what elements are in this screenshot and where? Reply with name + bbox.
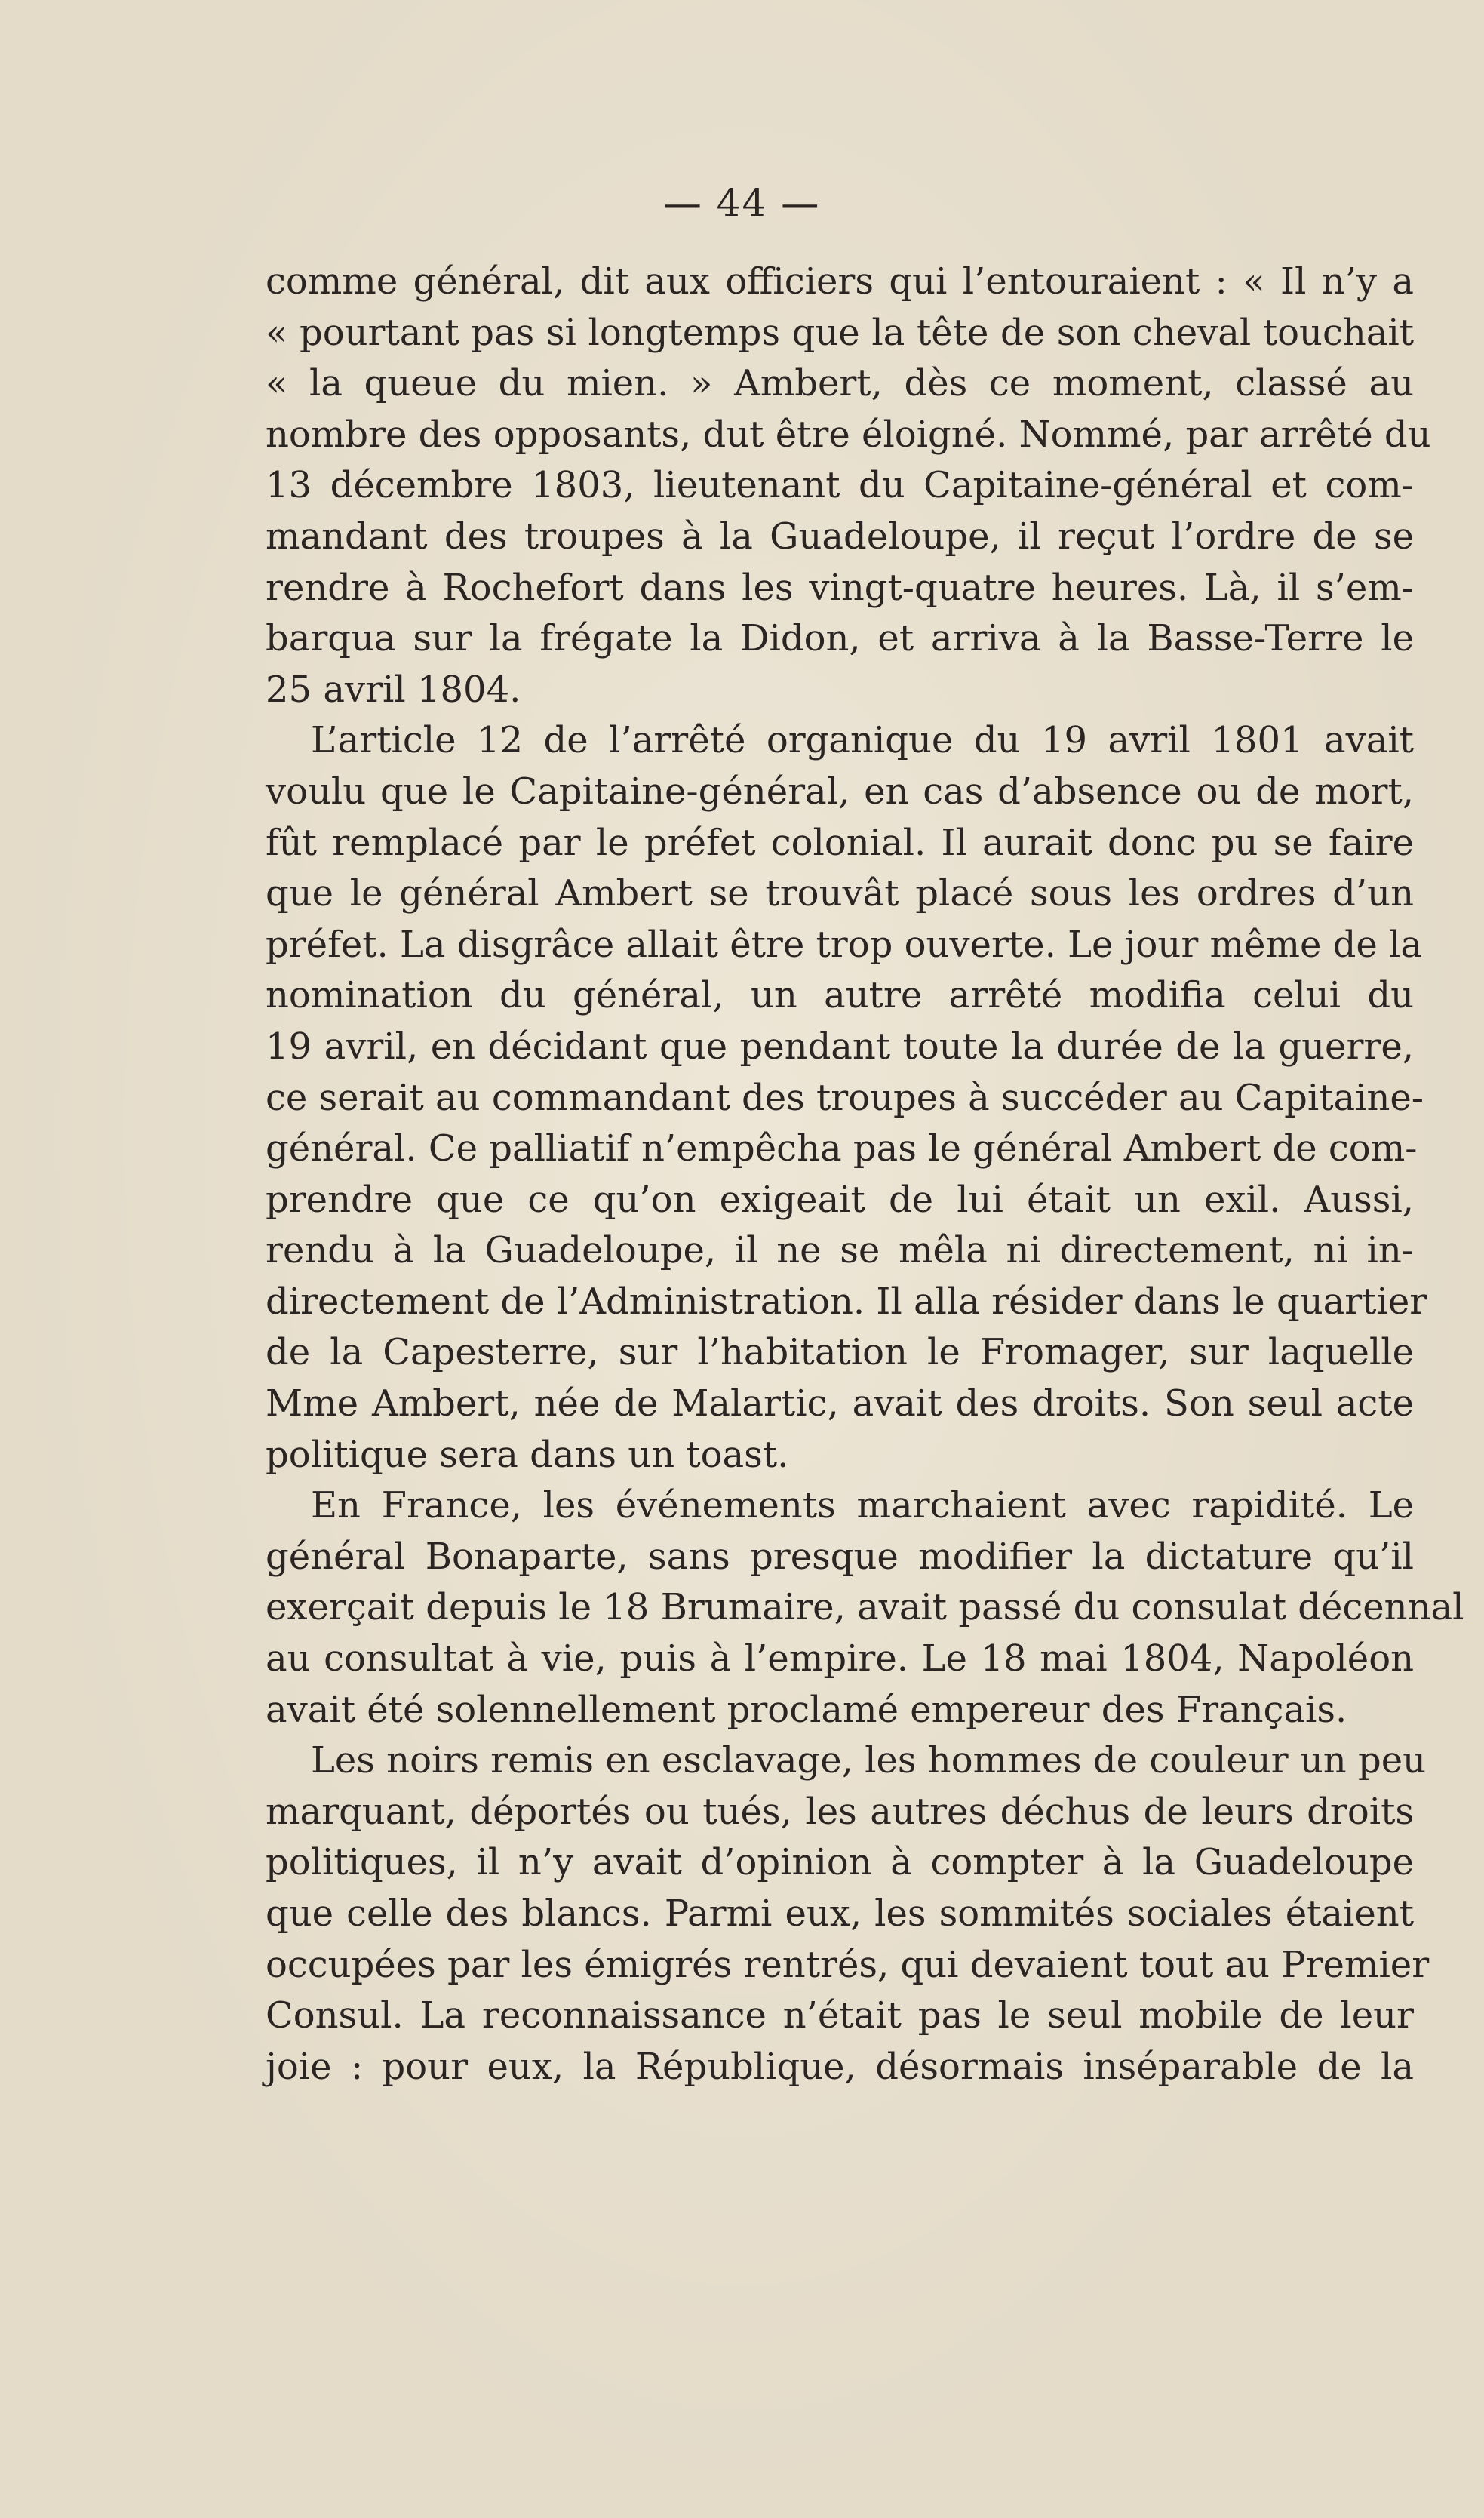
text-line: 13 décembre 1803, lieutenant du Capitaine-général et com- (266, 464, 1414, 507)
text-line: barqua sur la frégate la Didon, et arriva à la Basse-Terre le (266, 617, 1414, 660)
text-line: Les noirs remis en esclavage, les hommes de couleur un peu (311, 1739, 1427, 1782)
text-line: nombre des opposants, dut être éloigné. Nommé, par arrêté du (266, 413, 1431, 456)
text-line: « pourtant pas si longtemps que la tête de son cheval touchait (266, 311, 1414, 354)
text-line: L’article 12 de l’arrêté organique du 19 avril 1801 avait (311, 719, 1414, 762)
text-line: général. Ce palliatif n’empêcha pas le général Ambert de com- (266, 1127, 1418, 1170)
text-line: Mme Ambert, née de Malartic, avait des droits. Son seul acte (266, 1382, 1414, 1425)
text-line: général Bonaparte, sans presque modifier la dictature qu’il (266, 1535, 1414, 1578)
text-line: exerçait depuis le 18 Brumaire, avait passé du consulat décennal (266, 1586, 1464, 1629)
text-line: En France, les événements marchaient avec rapidité. Le (311, 1484, 1414, 1527)
text-line: rendre à Rochefort dans les vingt-quatre heures. Là, il s’em- (266, 566, 1414, 609)
text-line: que celle des blancs. Parmi eux, les sommités sociales étaient (266, 1892, 1414, 1935)
page-number: — 44 — (663, 181, 821, 225)
body-text (266, 257, 1464, 2092)
text-line: politique sera dans un toast. (266, 1433, 789, 1476)
text-line: ce serait au commandant des troupes à succéder au Capitaine- (266, 1076, 1424, 1119)
text-line: avait été solennellement proclamé empereur des Français. (266, 1688, 1347, 1731)
text-line: au consultat à vie, puis à l’empire. Le 18 mai 1804, Napoléon (266, 1637, 1414, 1680)
text-line: joie : pour eux, la République, désormais inséparable de la (266, 2045, 1414, 2088)
text-line: prendre que ce qu’on exigeait de lui était un exil. Aussi, (266, 1178, 1414, 1221)
text-line: marquant, déportés ou tués, les autres déchus de leurs droits (266, 1790, 1414, 1833)
text-line: 25 avril 1804. (266, 668, 521, 711)
text-line: occupées par les émigrés rentrés, qui devaient tout au Premier (266, 1943, 1430, 1986)
text-line: nomination du général, un autre arrêté modifia celui du (266, 974, 1414, 1017)
text-line: politiques, il n’y avait d’opinion à compter à la Guadeloupe (266, 1841, 1414, 1884)
text-line: voulu que le Capitaine-général, en cas d’absence ou de mort, (266, 770, 1414, 813)
text-line: préfet. La disgrâce allait être trop ouverte. Le jour même de la (266, 923, 1422, 966)
text-line: « la queue du mien. » Ambert, dès ce moment, classé au (266, 362, 1414, 405)
text-line: que le général Ambert se trouvât placé sous les ordres d’un (266, 872, 1414, 915)
text-line: fût remplacé par le préfet colonial. Il aurait donc pu se faire (266, 821, 1414, 864)
text-line: comme général, dit aux officiers qui l’entouraient : « Il n’y a (266, 260, 1414, 303)
text-line: de la Capesterre, sur l’habitation le Fromager, sur laquelle (266, 1331, 1414, 1374)
text-line: rendu à la Guadeloupe, il ne se mêla ni directement, ni in- (266, 1229, 1414, 1272)
text-line: directement de l’Administration. Il alla résider dans le quartier (266, 1280, 1427, 1323)
text-line: Consul. La reconnaissance n’était pas le seul mobile de leur (266, 1994, 1414, 2037)
text-line: mandant des troupes à la Guadeloupe, il reçut l’ordre de se (266, 515, 1414, 558)
text-line: 19 avril, en décidant que pendant toute la durée de la guerre, (266, 1025, 1414, 1068)
